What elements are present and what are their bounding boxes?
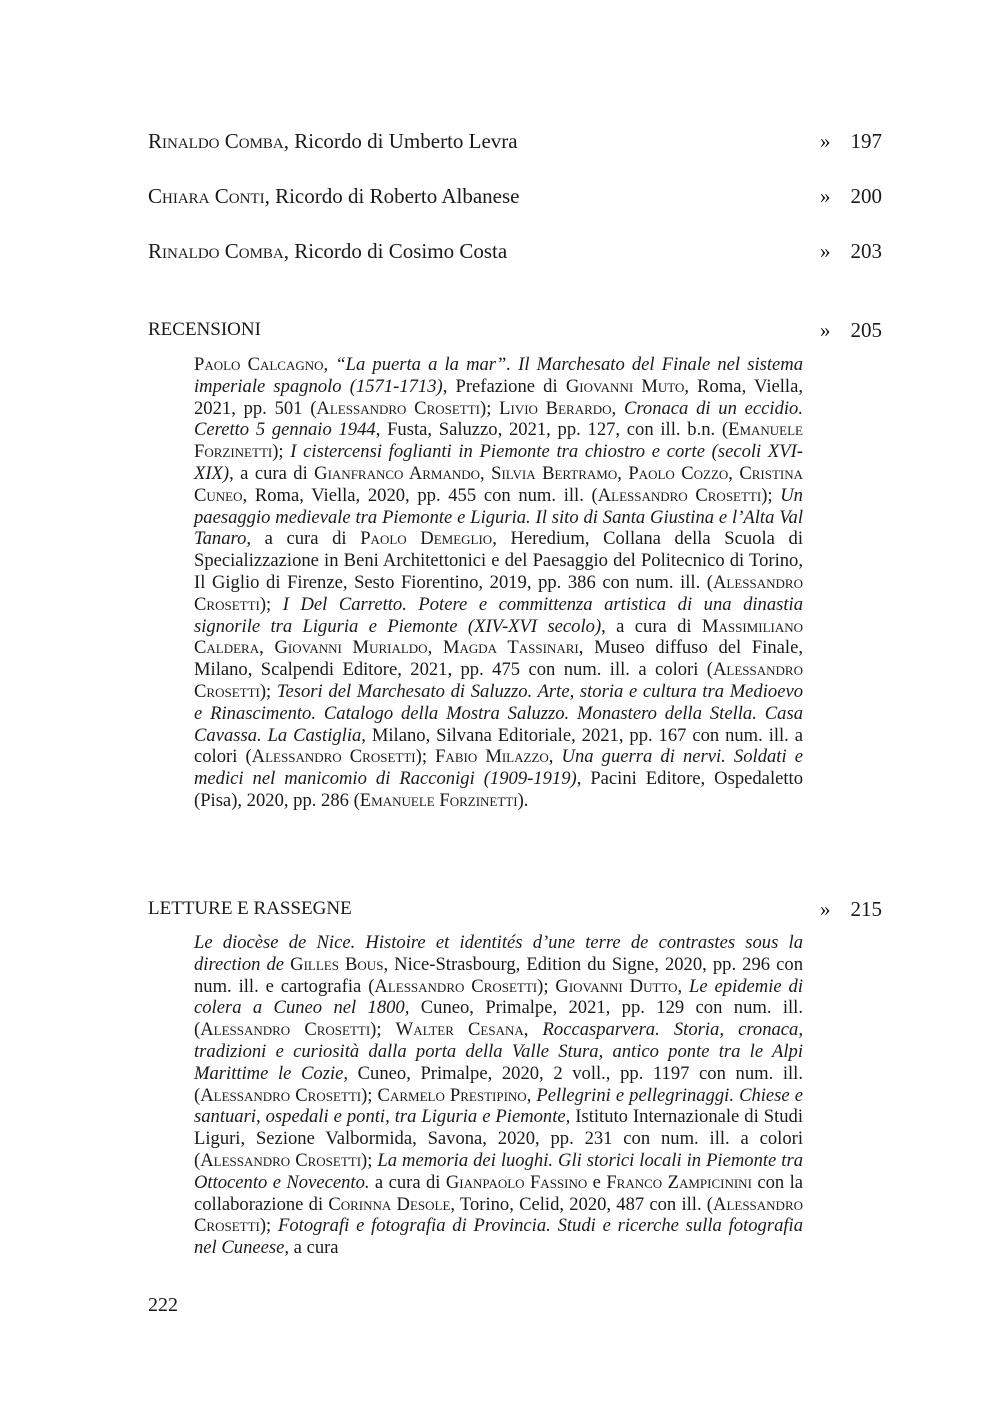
section-heading: LETTURE E RASSEGNE	[148, 898, 352, 919]
page-number: 222	[148, 1294, 178, 1316]
section-marker: »	[820, 897, 831, 921]
toc-marker: »	[820, 129, 831, 153]
toc-author: Rinaldo Comba	[148, 239, 284, 263]
toc-author: Chiara Conti	[148, 184, 265, 208]
toc-page: 200	[850, 184, 882, 208]
section-heading: RECENSIONI	[148, 319, 261, 340]
toc-title: Ricordo di Cosimo Costa	[294, 239, 508, 263]
toc-marker: »	[820, 239, 831, 263]
recensioni-body: Paolo Calcagno, “La puerta a la mar”. Il Marchesato del Finale nel sistema imperiale spagnolo (1571-1713), Prefazione di Giovanni Muto, Roma, Viella, 2021, pp. 501 (Alessandro Crosetti); Livio Berardo, Cronaca di un eccidio. Ceretto 5 gennaio 1944, Fusta, Saluzzo, 2021, pp. 127, con ill. b.n. (Emanuele Forzinetti); I cistercensi foglianti in Piemonte tra chiostro e corte (secoli XVI-XIX), a cura di Gianfranco Armando, Silvia Bertramo, Paolo Cozzo, Cristina Cuneo, Roma, Viella, 2020, pp. 455 con num. ill. (Alessandro Crosetti); Un paesaggio medievale tra Piemonte e Liguria. Il sito di Santa Giustina e l’Alta Val Tanaro, a cura di Paolo Demeglio, Heredium, Collana della Scuola di Specializzazione in Beni Architettonici e del Paesaggio del Politecnico di Torino, Il Giglio di Firenze, Sesto Fiorentino, 2019, pp. 386 con num. ill. (Alessandro Crosetti); I Del Carretto. Potere e committenza artistica di una dinastia signorile tra Liguria e Piemonte (XIV-XVI secolo), a cura di Massimiliano Caldera, Giovanni Murialdo, Magda Tassinari, Museo diffuso del Finale, Milano, Scalpendi Editore, 2021, pp. 475 con num. ill. a colori (Alessandro Crosetti); Tesori del Marchesato di Saluzzo. Arte, storia e cultura tra Medioevo e Rinascimento. Catalogo della Mostra Saluzzo. Monastero della Stella. Casa Cavassa. La Castiglia, Milano, Silvana Editoriale, 2021, pp. 167 con num. ill. a colori (Alessandro Crosetti); Fabio Milazzo, Una guerra di nervi. Soldati e medici nel manicomio di Racconigi (1909-1919), Pacini Editore, Ospedaletto (Pisa), 2020, pp. 286 (Emanuele Forzinetti).	[194, 354, 804, 811]
section-marker: »	[820, 318, 831, 342]
section-page: 205	[850, 318, 882, 342]
toc-title: Ricordo di Umberto Levra	[294, 129, 518, 153]
toc-entry: Chiara Conti, Ricordo di Roberto Albanese » 200	[148, 184, 882, 208]
toc-marker: »	[820, 184, 831, 208]
toc-title: Ricordo di Roberto Albanese	[275, 184, 520, 208]
toc-entry: Rinaldo Comba, Ricordo di Umberto Levra » 197	[148, 129, 882, 153]
section-recensioni	[148, 316, 882, 344]
toc-entry: Rinaldo Comba, Ricordo di Cosimo Costa » 203	[148, 239, 882, 263]
letture-body: Le diocèse de Nice. Histoire et identités d’une terre de contrastes sous la direction de Gilles Bous, Nice-Strasbourg, Edition du Signe, 2020, pp. 296 con num. ill. e cartografia (Alessandro Crosetti); Giovanni Dutto, Le epidemie di colera a Cuneo nel 1800, Cuneo, Primalpe, 2021, pp. 129 con num. ill. (Alessandro Crosetti); Walter Cesana, Roccasparvera. Storia, cronaca, tradizioni e curiosità dalla porta della Valle Stura, antico ponte tra le Alpi Marittime le Cozie, Cuneo, Primalpe, 2020, 2 voll., pp. 1197 con num. ill. (Alessandro Crosetti); Carmelo Prestipino, Pellegrini e pellegrinaggi. Chiese e santuari, ospedali e ponti, tra Liguria e Piemonte, Istituto Internazionale di Studi Liguri, Sezione Valbormida, Savona, 2020, pp. 231 con num. ill. a colori (Alessandro Crosetti); La memoria dei luoghi. Gli storici locali in Piemonte tra Ottocento e Novecento. a cura di Gianpaolo Fassino e Franco Zampicinini con la collaborazione di Corinna Desole, Torino, Celid, 2020, 487 con ill. (Alessandro Crosetti); Fotografi e fotografia di Provincia. Studi e ricerche sulla fotografia nel Cuneese, a cura	[194, 932, 804, 1259]
toc-author: Rinaldo Comba	[148, 129, 284, 153]
toc-page: 203	[850, 239, 882, 263]
toc-page: 197	[850, 129, 882, 153]
section-page: 215	[850, 897, 882, 921]
section-letture	[148, 895, 882, 923]
